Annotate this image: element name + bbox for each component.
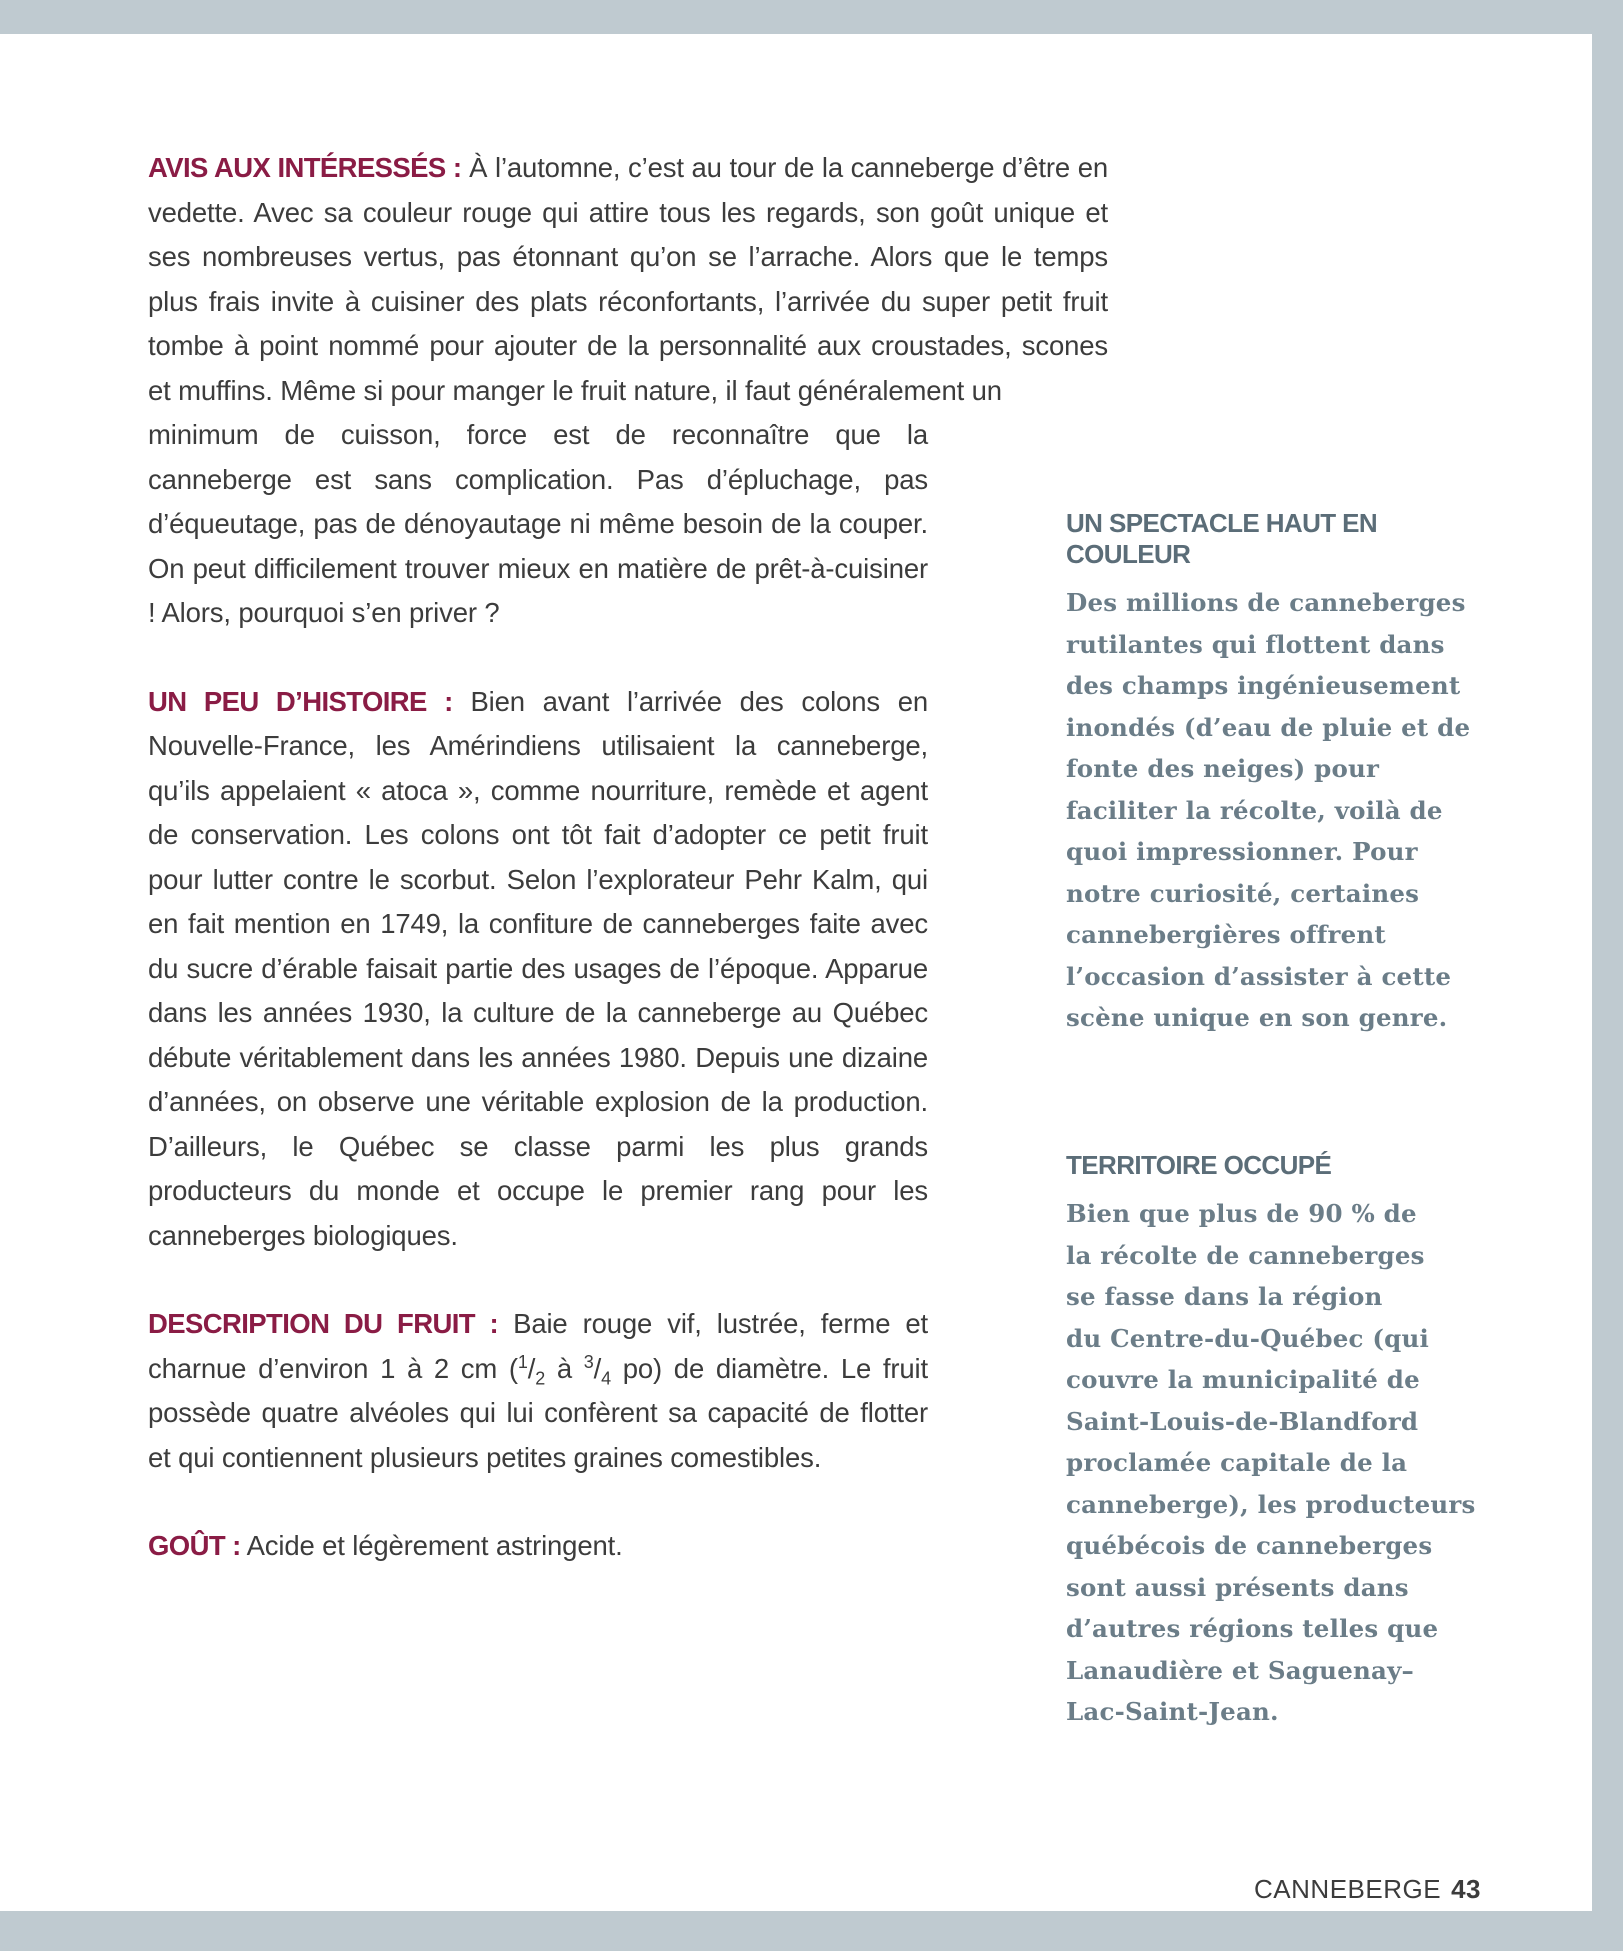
- fraction-2-denominator: 4: [601, 1368, 612, 1388]
- sidebar-box-title: UN SPECTACLE HAUT EN COULEUR: [1066, 508, 1378, 569]
- sidebar-line: proclamée capitale de la: [1066, 1448, 1408, 1477]
- sidebar-line: cannebergières offrent: [1066, 920, 1386, 949]
- intro-paragraph-wide: [148, 146, 1108, 413]
- sidebar-box-spectacle: [1066, 508, 1486, 1039]
- intro-paragraph-narrow: [148, 413, 928, 636]
- sidebar-line: Lac-Saint-Jean.: [1066, 1697, 1279, 1726]
- running-section-title: CANNEBERGE: [1254, 1874, 1442, 1904]
- description-text-1: Baie rouge vif, lustrée, ferme et charnue d’environ 1 à 2 cm (: [148, 1308, 928, 1384]
- taste-text: Acide et légèrement astringent.: [240, 1530, 623, 1561]
- intro-text-wide: À l’automne, c’est au tour de la canneberge d’être en vedette. Avec sa couleur rouge qui attire tous les regards, son goût unique et ses nombreuses vertus, pas étonnant qu’on se l’arrache. Alors que le temps plus frais invite à cuisiner des plats réconfortants, l’arrivée du super petit fruit tombe à point nommé pour ajouter de la personnalité aux croustades, scones et muffins. Même si pour manger le fruit nature, il faut généralement un: [148, 152, 1108, 406]
- sidebar-box-title: TERRITOIRE OCCUPÉ: [1066, 1150, 1332, 1180]
- sidebar-line: Lanaudière et Saguenay–: [1066, 1655, 1414, 1685]
- sidebar-line: quoi impressionner. Pour: [1066, 837, 1418, 866]
- page: [0, 34, 1592, 1911]
- sidebar-line: rutilantes qui flottent dans: [1066, 629, 1445, 659]
- fraction-2-slash: /: [593, 1352, 602, 1384]
- description-paragraph: [148, 1302, 928, 1480]
- sidebar-line: inondés (d’eau de pluie et de: [1066, 712, 1471, 742]
- page-number: 43: [1451, 1874, 1481, 1904]
- sidebar-line: notre curiosité, certaines: [1066, 878, 1420, 908]
- sidebar-line: faciliter la récolte, voilà de: [1066, 795, 1443, 825]
- sidebar-line: d’autres régions telles que: [1066, 1614, 1439, 1643]
- fraction-1-slash: /: [527, 1352, 536, 1384]
- intro-label: AVIS AUX INTÉRESSÉS :: [148, 152, 462, 183]
- sidebar-line: Des millions de canneberges: [1066, 588, 1466, 617]
- sidebar-line: Bien que plus de 90 % de: [1066, 1199, 1417, 1228]
- intro-text-narrow: minimum de cuisson, force est de reconnaître que la canneberge est sans complication. Pas d’épluchage, pas d’équeutage, pas de dénoyautage ni même besoin de la couper. On peut difficilement trouver mieux en matière de prêt-à-cuisiner ! Alors, pourquoi s’en priver ?: [148, 419, 928, 628]
- description-text-2: po) de diamètre. Le fruit possède quatre alvéoles qui lui confèrent sa capacité de flotter et qui contiennent plusieurs petites graines comestibles.: [148, 1352, 929, 1473]
- taste-label: GOÛT :: [148, 1530, 241, 1561]
- sidebar-line: canneberge), les producteurs: [1066, 1489, 1476, 1519]
- fraction-1-numerator: 1: [517, 1351, 528, 1372]
- history-text: Bien avant l’arrivée des colons en Nouvelle-France, les Amérindiens utilisaient la canneberge, qu’ils appelaient « atoca », comme nourriture, remède et agent de conservation. Les colons ont tôt fait d’adopter ce petit fruit pour lutter contre le scorbut. Selon l’explorateur Pehr Kalm, qui en fait mention en 1749, la confiture de canneberges faite avec du sucre d’érable faisait partie des usages de l’époque. Apparue dans les années 1930, la culture de la canneberge au Québec débute véritablement dans les années 1980. Depuis une dizaine d’années, on observe une véritable explosion de la production. D’ailleurs, le Québec se classe parmi les plus grands producteurs du monde et occupe le premier rang pour les canneberges biologiques.: [148, 685, 928, 1251]
- sidebar-line: québécois de canneberges: [1066, 1531, 1433, 1560]
- sidebar-line: fonte des neiges) pour: [1066, 754, 1380, 783]
- sidebar-line: Saint-Louis-de-Blandford: [1066, 1406, 1419, 1436]
- sidebar-line: des champs ingénieusement: [1066, 671, 1461, 700]
- fraction-2-numerator: 3: [583, 1351, 594, 1372]
- page-footer: [1254, 1874, 1481, 1905]
- history-label: UN PEU D’HISTOIRE :: [148, 685, 453, 717]
- description-and: à: [545, 1352, 584, 1384]
- sidebar-box-territoire: [1066, 1150, 1486, 1733]
- fraction-1-denominator: 2: [535, 1368, 546, 1388]
- description-label: DESCRIPTION DU FRUIT :: [148, 1308, 499, 1339]
- history-paragraph: [148, 680, 928, 1259]
- main-column: [148, 146, 1108, 1613]
- sidebar-box-text: [1066, 582, 1486, 1039]
- sidebar-line: se fasse dans la région: [1066, 1282, 1383, 1311]
- taste-paragraph: [148, 1524, 928, 1569]
- sidebar-line: scène unique en son genre.: [1066, 1003, 1448, 1032]
- sidebar-box-text: [1066, 1193, 1486, 1733]
- sidebar-line: l’occasion d’assister à cette: [1066, 961, 1452, 991]
- sidebar-line: couvre la municipalité de: [1066, 1365, 1420, 1394]
- sidebar-line: du Centre-du-Québec (qui: [1066, 1323, 1430, 1353]
- sidebar-line: la récolte de canneberges: [1066, 1240, 1425, 1270]
- sidebar-line: sont aussi présents dans: [1066, 1572, 1409, 1602]
